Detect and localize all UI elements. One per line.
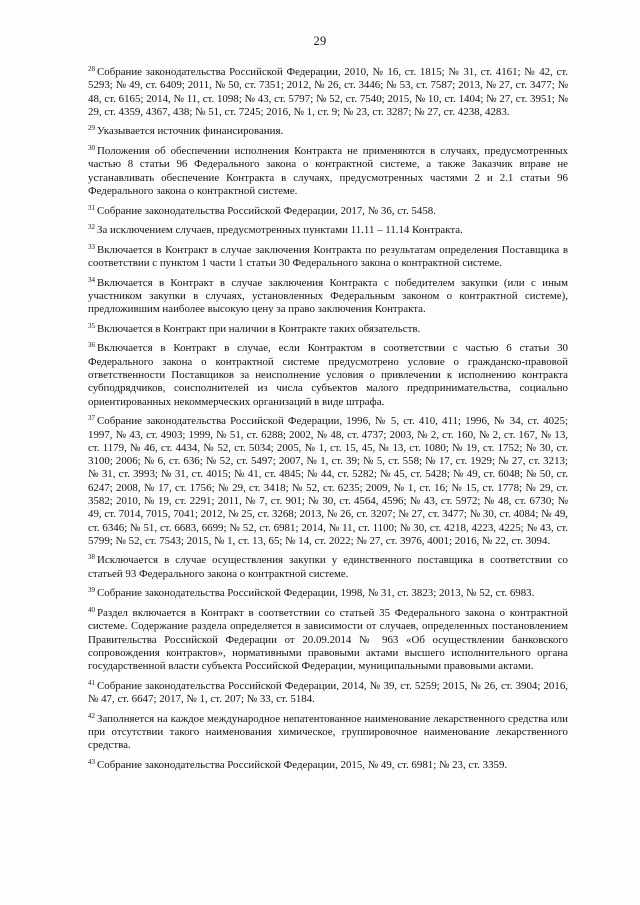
footnote-text: Заполняется на каждое международное непатентованное наименование лекарственного средства или при отсутствии такого наименования химическое, группировочное наименование лекарственного средства. [88,712,568,752]
footnote-38 [88,554,568,581]
footnote-marker: 29 [88,124,95,133]
footnote-marker: 30 [88,144,95,153]
footnote-marker: 41 [88,678,95,687]
footnote-text: Раздел включается в Контракт в соответствии со статьей 35 Федерального закона о контрактной системе. Содержание раздела определяется в зависимости от случаев, определенных постановлением Правительства Российской Федерации от 20.09.2014 № 963 «Об осуществлении банковского сопровождения контрактов», нормативными правовыми актами высшего исполнительного органа государственной власти субъекта Российской Федерации, муниципальными правовыми актами. [88,606,568,673]
footnote-text: Исключается в случае осуществления закупки у единственного поставщика в соответствии со статьей 93 Федерального закона о контрактной системе. [88,554,568,580]
footnote-41 [88,680,568,707]
footnote-text: Собрание законодательства Российской Федерации, 2010, № 16, ст. 1815; № 31, ст. 4161; № 42, ст. 5293; № 49, ст. 6409; 2011, № 50, ст. 7351; 2012, № 26, ст. 3446; № 53, ст. 7587; 2013, № 27, ст. 3477; № 48, ст. 6165; 2014, № 11, ст. 1098; № 43, ст. 5797; № 52, ст. 7540; 2015, № 10, ст. 1404; № 27, ст. 3951; № 29, ст. 4359, 4367, 438; № 51, ст. 7245; 2016, № 1, ст. 9; № 23, ст. 3287; № 27, ст. 4238, 4283. [88,66,568,118]
footnote-marker: 42 [88,711,95,720]
footnote-39 [88,587,568,600]
footnotes-list [88,66,568,778]
footnote-text: Собрание законодательства Российской Федерации, 2015, № 49, ст. 6981; № 23, ст. 3359. [97,758,508,771]
footnote-29 [88,125,568,138]
footnote-36 [88,342,568,408]
footnote-text: Включается в Контракт при наличии в Контракте таких обязательств. [97,322,421,335]
footnote-34 [88,277,568,317]
footnote-35 [88,323,568,336]
footnote-text: Указывается источник финансирования. [97,125,284,138]
page-number: 29 [313,34,327,48]
footnote-30 [88,145,568,198]
footnote-37 [88,415,568,548]
footnote-33 [88,244,568,271]
footnote-marker: 40 [88,605,95,614]
footnote-text: Включается в Контракт в случае заключения Контракта по результатам определения Поставщика в соответствии с пунктом 1 части 1 статьи 30 Федерального закона о контрактной системе. [88,243,568,270]
footnote-marker: 35 [88,321,95,330]
footnote-marker: 36 [88,341,95,350]
footnote-text: За исключением случаев, предусмотренных пунктами 11.11 – 11.14 Контракта. [97,224,463,237]
footnote-marker: 32 [88,223,95,232]
footnote-43 [88,759,568,772]
footnote-32 [88,224,568,237]
footnote-text: Включается в Контракт в случае заключения Контракта с победителем закупки (или с иным участником закупки в случаях, установленных Федеральным законом о контрактной системе), предложившим наиболее высокую цену за право заключения Контракта. [88,276,568,316]
footnote-marker: 34 [88,275,95,284]
footnote-marker: 33 [88,242,95,251]
footnote-text: Собрание законодательства Российской Федерации, 1996, № 5, ст. 410, 411; 1996, № 34, ст. 4025; 1997, № 43, ст. 4903; 1999, № 51, ст. 6288; 2002, № 48, ст. 4737; 2003, № 2, ст. 160, № 2, ст. 167, № 13, ст. 1179, № 46, ст. 4434, № 52, ст. 5034; 2005, № 1, ст. 15, 45, № 13, ст. 1080; № 19, ст. 1752; № 30, ст. 3100; 2006; № 6, ст. 636; № 52, ст. 5497; 2007, № 1, ст. 39; № 5, ст. 558; № 17, ст. 1929; № 27, ст. 3213; № 31, ст. 3993; № 31, ст. 4015; № 41, ст. 4845; № 44, ст. 5282; № 45, ст. 5428; № 49, ст. 6048; № 50, ст. 6247; 2008, № 17, ст. 1756; № 29, ст. 3418; № 52, ст. 6235; 2009, № 1, ст. 16; № 15, ст. 1778; № 29, ст. 3582; 2010, № 19, ст. 2291; 2011, № 7, ст. 901; № 30, ст. 4564, 4596; № 43, ст. 5972; № 48, ст. 6730; № 49, ст. 7014, 7015, 7041; 2012, № 25, ст. 3268; 2013, № 26, ст. 3207; № 27, ст. 3477; № 30, ст. 4084; № 49, ст. 6346; № 51, ст. 6683, 6699; № 52, ст. 6981; 2014, № 11, ст. 1100; № 30, ст. 4218, 4223, 4225; № 43, ст. 5799; № 52, ст. 7543; 2015, № 1, ст. 13, 65; № 14, ст. 2022; № 27, ст. 3976, 4001; 2016, № 22, ст. 3094. [88,415,568,547]
footnote-text: Положения об обеспечении исполнения Контракта не применяются в случаях, предусмотренных частью 8 статьи 96 Федерального закона о контрактной системе, а также Заказчик вправе не устанавливать обеспечение Контракта в случаях, предусмотренных частями 2 и 2.1 статьи 96 Федерального закона о контрактной системе. [88,145,568,197]
footnote-text: Собрание законодательства Российской Федерации, 1998, № 31, ст. 3823; 2013, № 52, ст. 6983. [97,587,535,600]
footnote-marker: 38 [88,553,95,562]
footnote-text: Собрание законодательства Российской Федерации, 2014, № 39, ст. 5259; 2015, № 26, ст. 3904; 2016, № 47, ст. 6647; 2017, № 1, ст. 207; № 33, ст. 5184. [88,679,568,706]
footnote-marker: 39 [88,586,95,595]
footnote-text: Включается в Контракт в случае, если Контрактом в соответствии с частью 6 статьи 30 Федерального закона о контрактной системе предусмотрено условие о гражданско-правовой ответственности Поставщиков за неисполнение условия о привлечении к исполнению контракта субподрядчиков, соисполнителей из числа субъектов малого предпринимательства, социально ориентированных некоммерческих организаций в виде штрафа. [88,342,568,408]
footnote-31 [88,205,568,218]
footnote-text: Собрание законодательства Российской Федерации, 2017, № 36, ст. 5458. [97,204,436,217]
footnote-42 [88,713,568,753]
footnote-marker: 28 [88,65,95,73]
footnote-40 [88,607,568,673]
footnote-marker: 43 [88,757,95,766]
footnote-marker: 37 [88,414,95,423]
footnote-marker: 31 [88,203,95,212]
footnote-28 [88,66,568,119]
